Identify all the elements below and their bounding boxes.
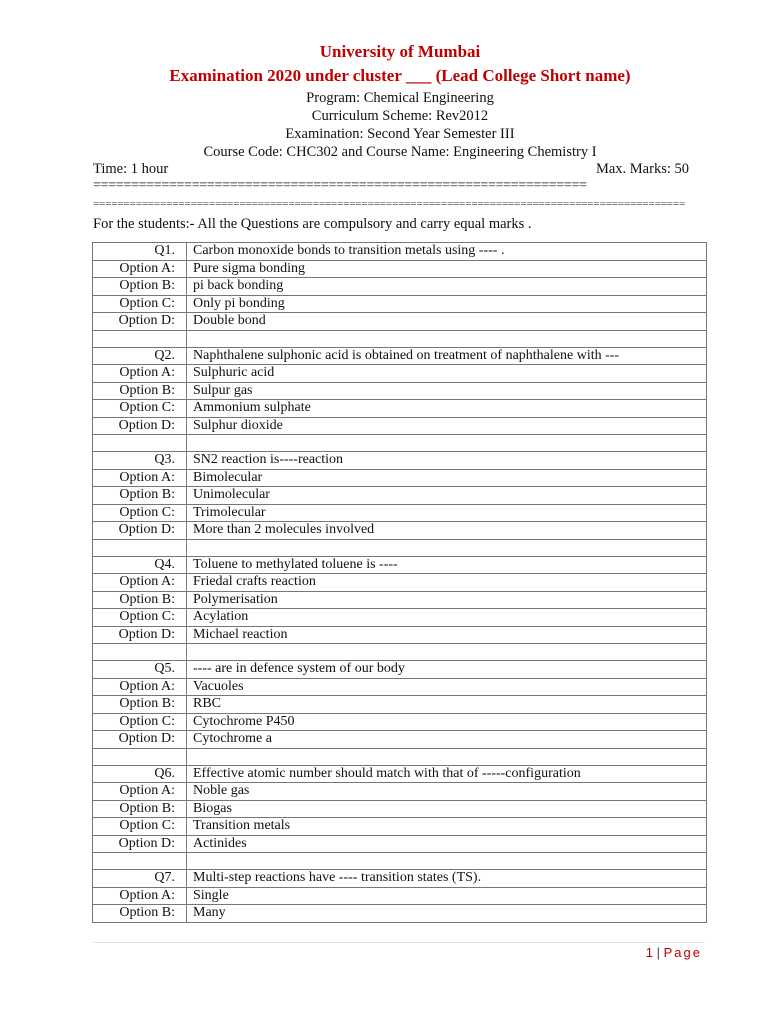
option-row-text: Unimolecular [187, 487, 707, 505]
option-row-text: Trimolecular [187, 504, 707, 522]
option-row [93, 295, 707, 313]
question-row-label: Q7. [93, 870, 187, 888]
option-row [93, 818, 707, 836]
question-row [93, 870, 707, 888]
option-row-label: Option B: [93, 800, 187, 818]
option-row-label: Option A: [93, 574, 187, 592]
option-row-text: Many [187, 905, 707, 923]
question-row-label: Q3. [93, 452, 187, 470]
spacer-row [93, 644, 707, 661]
option-row-text: Sulphuric acid [187, 365, 707, 383]
page-number-value: 1 [645, 945, 653, 960]
questions-table-body [93, 243, 707, 923]
spacer-cell [93, 330, 187, 347]
program-line: Program: Chemical Engineering [306, 90, 494, 106]
option-row [93, 887, 707, 905]
option-row [93, 713, 707, 731]
option-row [93, 365, 707, 383]
examination-line: Examination: Second Year Semester III [285, 126, 515, 142]
question-row-text: Naphthalene sulphonic acid is obtained on treatment of naphthalene with --- [187, 347, 707, 365]
spacer-cell [187, 853, 707, 870]
option-row-text: pi back bonding [187, 278, 707, 296]
question-row [93, 452, 707, 470]
option-row-text: Cytochrome P450 [187, 713, 707, 731]
option-row [93, 260, 707, 278]
option-row-text: Double bond [187, 313, 707, 331]
option-row [93, 800, 707, 818]
option-row [93, 591, 707, 609]
question-row [93, 347, 707, 365]
option-row-label: Option C: [93, 400, 187, 418]
spacer-row [93, 539, 707, 556]
course-line: Course Code: CHC302 and Course Name: Engineering Chemistry I [203, 144, 597, 160]
option-row [93, 783, 707, 801]
question-row-label: Q5. [93, 661, 187, 679]
spacer-cell [93, 853, 187, 870]
spacer-row [93, 748, 707, 765]
option-row-label: Option A: [93, 783, 187, 801]
spacer-cell [187, 644, 707, 661]
spacer-cell [93, 748, 187, 765]
option-row [93, 400, 707, 418]
spacer-cell [187, 748, 707, 765]
spacer-cell [187, 435, 707, 452]
questions-table [92, 242, 707, 923]
max-marks-line: Max. Marks: 50 [595, 161, 689, 177]
option-row-text: Friedal crafts reaction [187, 574, 707, 592]
option-row-label: Option B: [93, 696, 187, 714]
option-row [93, 696, 707, 714]
option-row [93, 835, 707, 853]
option-row [93, 678, 707, 696]
option-row-label: Option A: [93, 365, 187, 383]
page-separator: | [656, 945, 660, 960]
option-row [93, 469, 707, 487]
separator-line-2: ================================================================================================= [93, 198, 686, 210]
option-row [93, 522, 707, 540]
footer-divider [93, 942, 705, 943]
option-row-text: Noble gas [187, 783, 707, 801]
option-row-text: Actinides [187, 835, 707, 853]
scheme-line: Curriculum Scheme: Rev2012 [311, 108, 489, 124]
option-row-label: Option C: [93, 295, 187, 313]
option-row-label: Option D: [93, 835, 187, 853]
page-number [646, 944, 702, 962]
question-row-text: Carbon monoxide bonds to transition metals using ---- . [187, 243, 707, 261]
spacer-row [93, 435, 707, 452]
option-row-label: Option A: [93, 260, 187, 278]
option-row-text: Polymerisation [187, 591, 707, 609]
option-row-label: Option B: [93, 591, 187, 609]
option-row-text: Vacuoles [187, 678, 707, 696]
option-row [93, 382, 707, 400]
option-row [93, 417, 707, 435]
option-row-label: Option C: [93, 713, 187, 731]
option-row [93, 313, 707, 331]
spacer-row [93, 330, 707, 347]
option-row-text: Biogas [187, 800, 707, 818]
option-row-text: Ammonium sulphate [187, 400, 707, 418]
option-row [93, 731, 707, 749]
option-row-text: Pure sigma bonding [187, 260, 707, 278]
option-row-text: Sulphur dioxide [187, 417, 707, 435]
option-row-text: RBC [187, 696, 707, 714]
question-row-text: Effective atomic number should match with that of -----configuration [187, 765, 707, 783]
option-row-label: Option B: [93, 487, 187, 505]
option-row-label: Option D: [93, 731, 187, 749]
option-row [93, 278, 707, 296]
exam-title: Examination 2020 under cluster ___ (Lead College Short name) [169, 66, 631, 85]
question-row-text: Toluene to methylated toluene is ---- [187, 556, 707, 574]
spacer-cell [93, 644, 187, 661]
question-row-label: Q2. [93, 347, 187, 365]
option-row-label: Option D: [93, 313, 187, 331]
separator-line-1: ================================================================= [93, 178, 587, 193]
option-row [93, 487, 707, 505]
option-row [93, 626, 707, 644]
option-row [93, 574, 707, 592]
option-row-text: Only pi bonding [187, 295, 707, 313]
option-row [93, 504, 707, 522]
spacer-row [93, 853, 707, 870]
spacer-cell [187, 539, 707, 556]
page-label: Page [663, 945, 702, 960]
question-row [93, 661, 707, 679]
question-row-text: SN2 reaction is----reaction [187, 452, 707, 470]
option-row-label: Option D: [93, 626, 187, 644]
option-row-label: Option A: [93, 678, 187, 696]
question-row-text: ---- are in defence system of our body [187, 661, 707, 679]
option-row-label: Option C: [93, 609, 187, 627]
question-row [93, 243, 707, 261]
option-row-text: Transition metals [187, 818, 707, 836]
option-row-text: Michael reaction [187, 626, 707, 644]
spacer-cell [187, 330, 707, 347]
option-row-label: Option A: [93, 887, 187, 905]
option-row-label: Option A: [93, 469, 187, 487]
option-row [93, 609, 707, 627]
option-row-label: Option C: [93, 818, 187, 836]
option-row-label: Option D: [93, 522, 187, 540]
instructions: For the students:- All the Questions are compulsory and carry equal marks . [93, 216, 532, 232]
question-row-label: Q1. [93, 243, 187, 261]
option-row-text: Sulpur gas [187, 382, 707, 400]
question-row-text: Multi-step reactions have ---- transition states (TS). [187, 870, 707, 888]
spacer-cell [93, 539, 187, 556]
option-row-label: Option B: [93, 905, 187, 923]
question-row [93, 556, 707, 574]
university-title: University of Mumbai [319, 42, 481, 61]
option-row-text: Cytochrome a [187, 731, 707, 749]
question-row-label: Q6. [93, 765, 187, 783]
spacer-cell [93, 435, 187, 452]
option-row-label: Option B: [93, 382, 187, 400]
option-row-text: Bimolecular [187, 469, 707, 487]
option-row-label: Option D: [93, 417, 187, 435]
option-row-label: Option C: [93, 504, 187, 522]
question-row-label: Q4. [93, 556, 187, 574]
option-row-label: Option B: [93, 278, 187, 296]
question-row [93, 765, 707, 783]
option-row [93, 905, 707, 923]
option-row-text: Single [187, 887, 707, 905]
option-row-text: More than 2 molecules involved [187, 522, 707, 540]
option-row-text: Acylation [187, 609, 707, 627]
time-line: Time: 1 hour [93, 161, 169, 177]
